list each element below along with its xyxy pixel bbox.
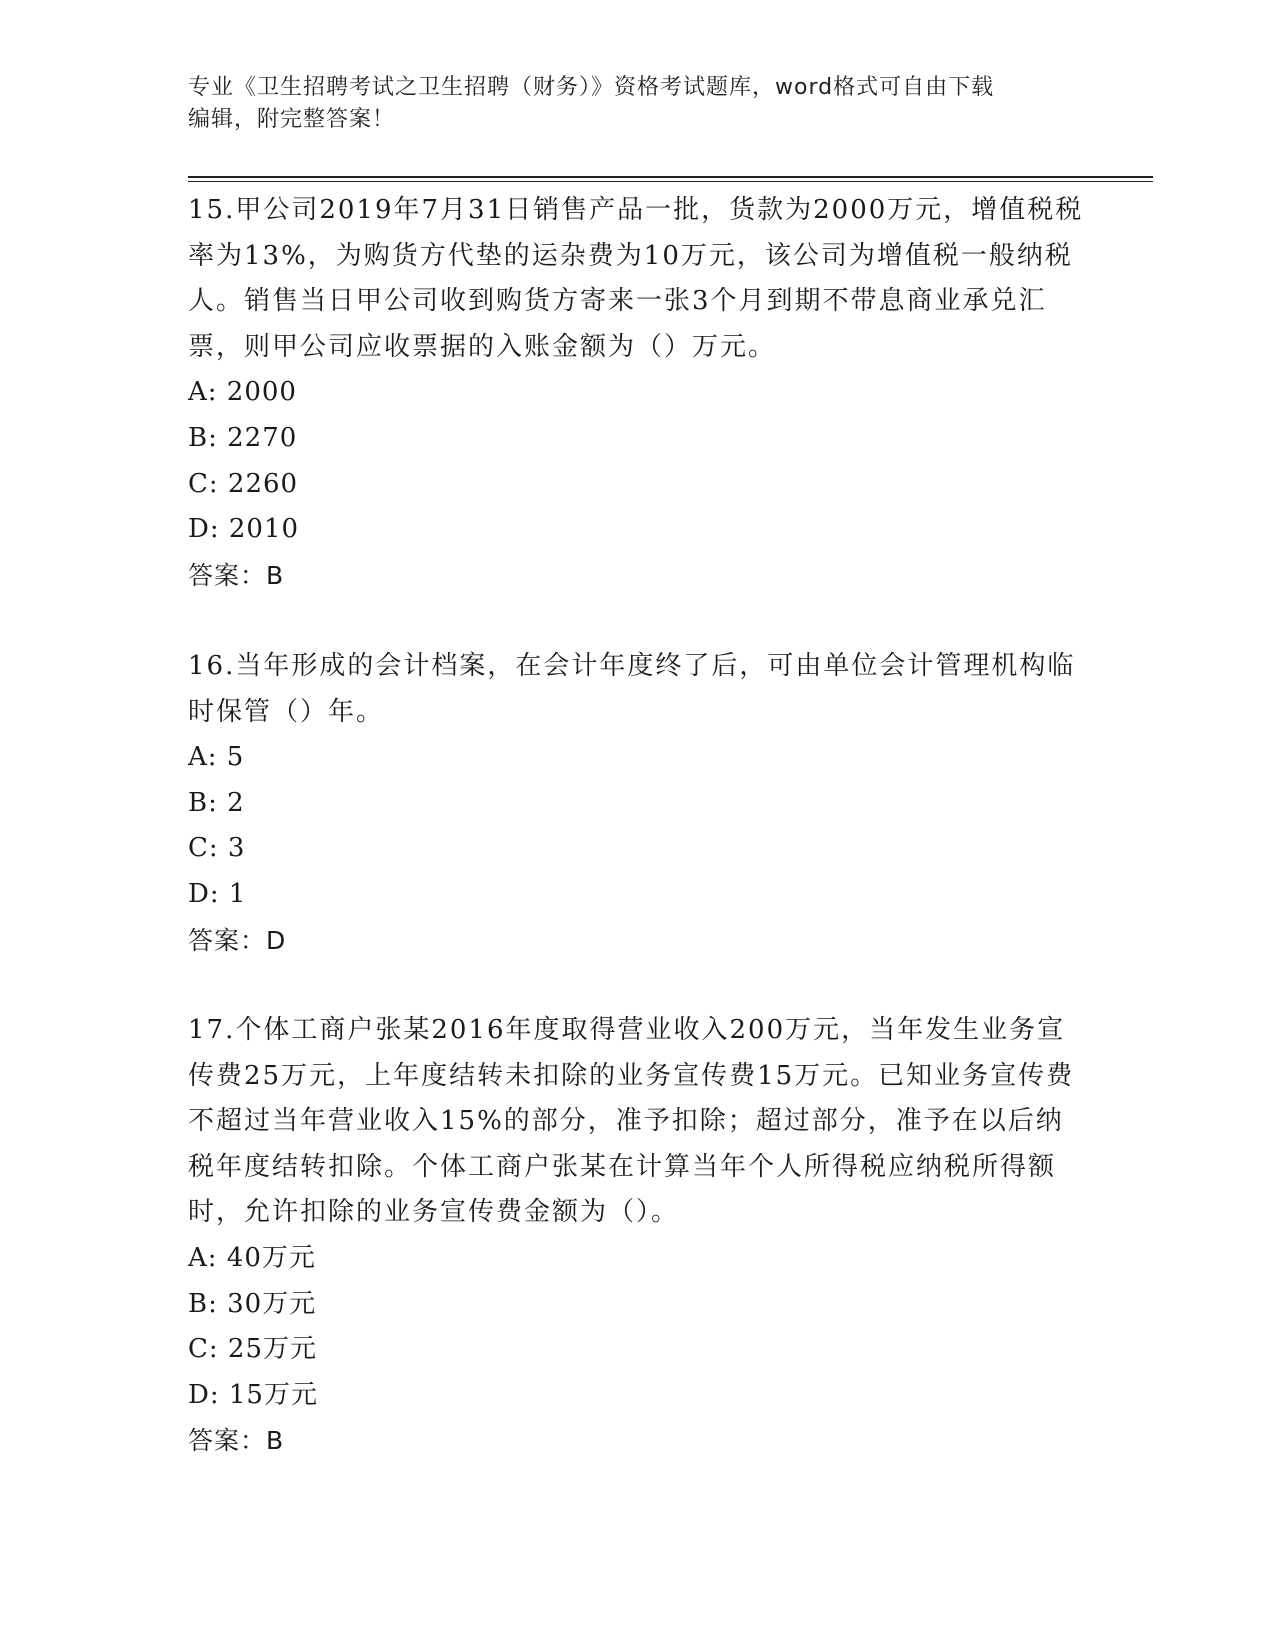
option-a: A: 2000 (188, 377, 297, 408)
header-line-1: 专业《卫生招聘考试之卫生招聘（财务）》资格考试题库，word格式可自由下载 (188, 75, 995, 100)
option-b: B: 30万元 (188, 1288, 317, 1319)
answer-label: 答案：B (188, 560, 285, 590)
option-c: C: 2260 (188, 468, 299, 499)
option-a: A: 40万元 (188, 1242, 316, 1273)
option-d: D: 2010 (188, 514, 300, 545)
question-15 (188, 188, 1088, 598)
option-c: C: 3 (188, 833, 246, 864)
header-divider-thick (188, 176, 1153, 178)
option-d: D: 15万元 (188, 1379, 318, 1410)
option-b: B: 2 (188, 787, 245, 818)
answer-label: 答案：B (188, 1426, 285, 1456)
question-stem: 16.当年形成的会计档案，在会计年度终了后，可由单位会计管理机构临时保管（）年。 (188, 651, 1076, 727)
option-c: C: 25万元 (188, 1334, 318, 1365)
header-divider-thin (188, 181, 1153, 182)
document-header (188, 72, 1088, 136)
header-line-2: 编辑，附完整答案！ (188, 107, 396, 132)
question-16 (188, 644, 1088, 963)
option-a: A: 5 (188, 742, 245, 773)
answer-label: 答案：D (188, 925, 287, 955)
option-d: D: 1 (188, 878, 247, 909)
option-b: B: 2270 (188, 422, 298, 453)
question-stem: 15.甲公司2019年7月31日销售产品一批，货款为2000万元，增值税税率为13%，为购货方代垫的运杂费为10万元，该公司为增值税一般纳税人。销售当日甲公司收到购货方寄来一张3个月到期不带息商业承兑汇票，则甲公司应收票据的入账金额为（）万元。 (188, 195, 1084, 362)
question-stem: 17.个体工商户张某2016年度取得营业收入200万元，当年发生业务宣传费25万元，上年度结转未扣除的业务宣传费15万元。已知业务宣传费不超过当年营业收入15%的部分，准予扣除；超过部分，准予在以后纳税年度结转扣除。个体工商户张某在计算当年个人所得税应纳税所得额时，允许扣除的业务宣传费金额为（）。 (188, 1015, 1075, 1228)
question-17 (188, 1008, 1088, 1464)
